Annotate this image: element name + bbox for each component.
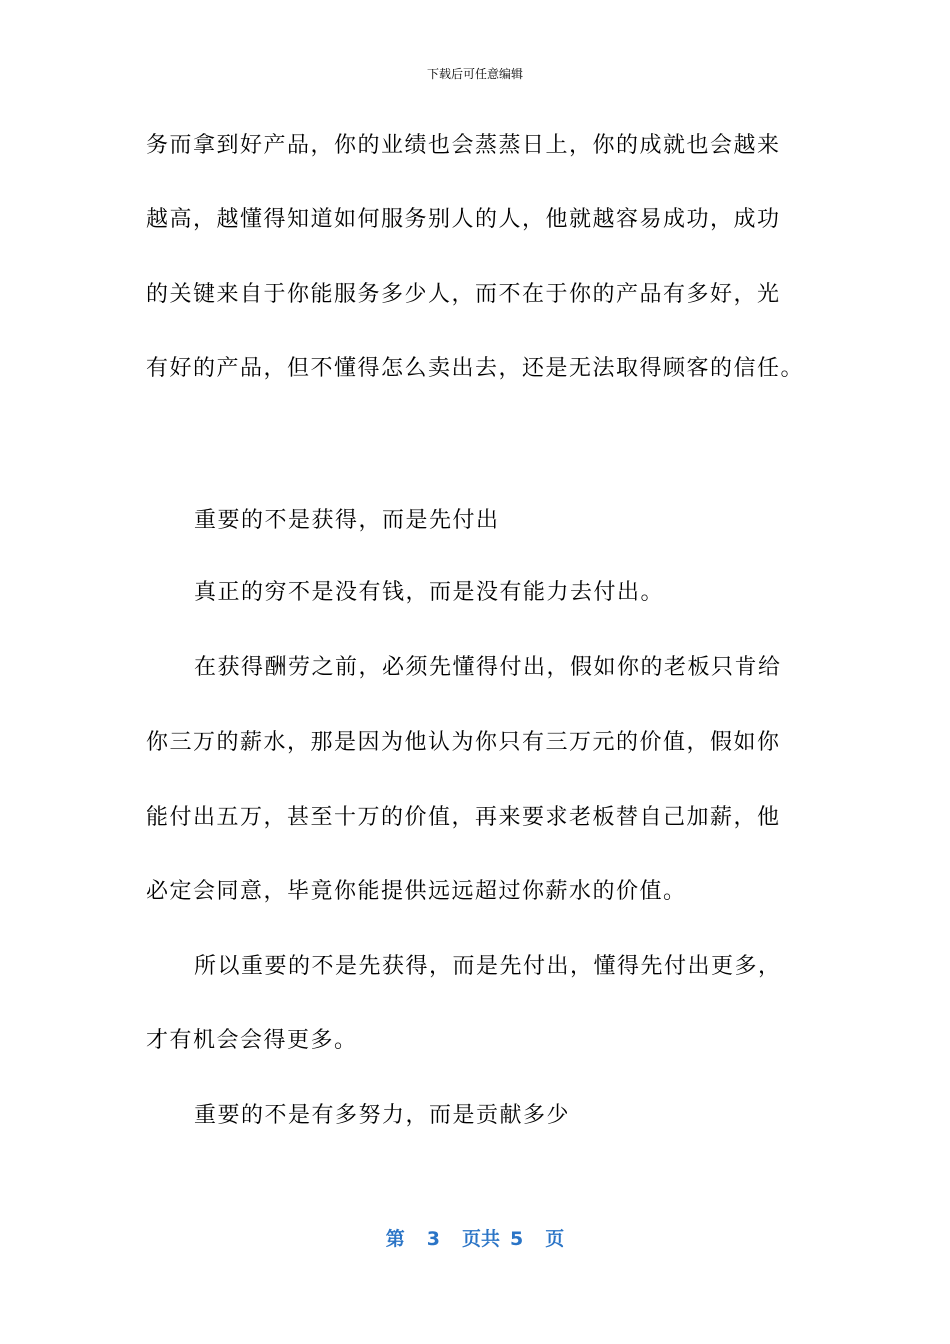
body-line: 所以重要的不是先获得，而是先付出，懂得先付出更多，: [194, 954, 782, 979]
page-footer: [0, 1226, 950, 1252]
body-line: 务而拿到好产品，你的业绩也会蒸蒸日上，你的成就也会越来: [146, 133, 781, 158]
body-line: 能付出五万，甚至十万的价值，再来要求老板替自己加薪，他: [146, 805, 781, 830]
body-line: 真正的穷不是没有钱，而是没有能力去付出。: [194, 580, 665, 605]
footer-prefix: 第: [385, 1228, 405, 1250]
body-line: 越高，越懂得知道如何服务别人的人，他就越容易成功，成功: [146, 207, 781, 232]
body-line: 有好的产品，但不懂得怎么卖出去，还是无法取得顾客的信任。: [146, 356, 805, 381]
body-line: 必定会同意，毕竟你能提供远远超过你薪水的价值。: [146, 879, 687, 904]
section-heading: 重要的不是有多努力，而是贡献多少: [194, 1103, 571, 1128]
body-line: 在获得酬劳之前，必须先懂得付出，假如你的老板只肯给: [194, 655, 782, 680]
section-heading: 重要的不是获得，而是先付出: [194, 508, 500, 533]
body-line: 才有机会会得更多。: [146, 1028, 358, 1053]
footer-suffix: 页: [545, 1228, 565, 1250]
footer-total-pages: 5: [510, 1228, 524, 1250]
footer-middle: 页共: [461, 1228, 500, 1250]
body-line: 你三万的薪水，那是因为他认为你只有三万元的价值，假如你: [146, 730, 781, 755]
footer-page-number: 3: [426, 1228, 440, 1250]
page-header: 下载后可任意编辑: [426, 67, 523, 81]
body-line: 的关键来自于你能服务多少人，而不在于你的产品有多好，光: [146, 282, 781, 307]
